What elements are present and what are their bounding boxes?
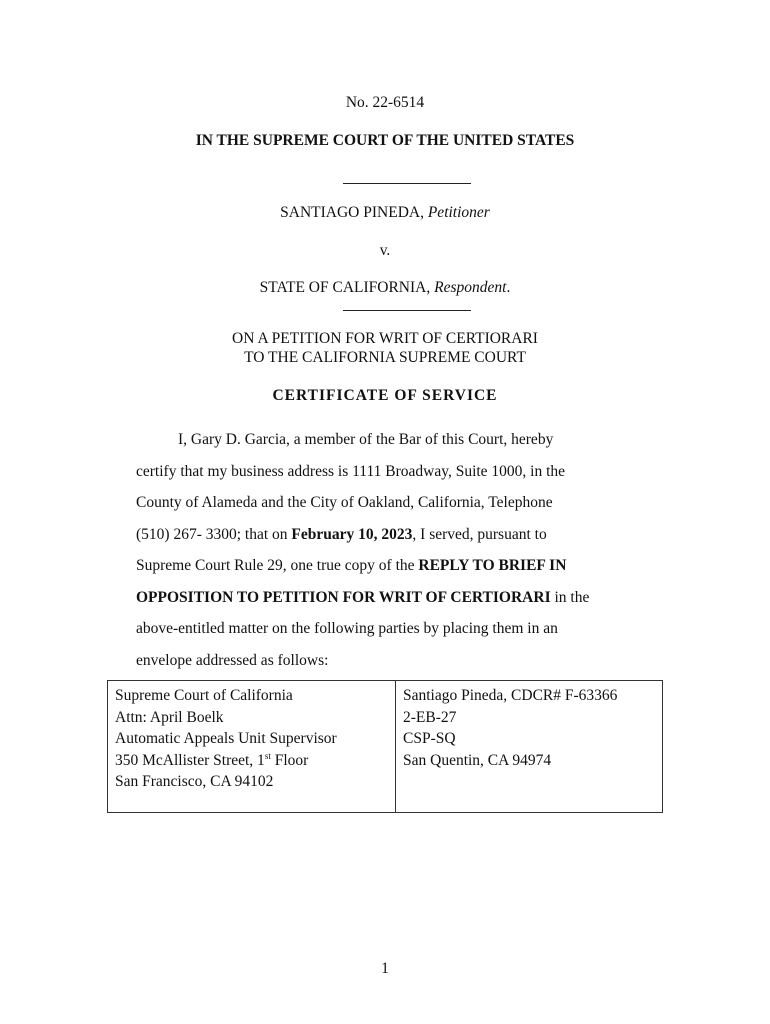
divider-top xyxy=(343,183,471,184)
body-line-3: County of Alameda and the City of Oakland, California, Telephone xyxy=(136,494,553,511)
body-line-4: (510) 267- 3300; that on February 10, 2023, I served, pursuant to xyxy=(136,525,547,543)
body-line-1: I, Gary D. Garcia, a member of the Bar of this Court, hereby xyxy=(178,431,554,448)
divider-bottom xyxy=(343,310,471,311)
respondent-role: Respondent xyxy=(434,279,507,296)
address-table xyxy=(107,680,663,813)
certificate-body xyxy=(136,424,636,676)
address-petitioner: Santiago Pineda, CDCR# F-63366 2-EB-27 CSP-SQ San Quentin, CA 94974 xyxy=(396,681,663,813)
petitioner-name: SANTIAGO PINEDA, xyxy=(280,204,428,221)
petition-line-1: ON A PETITION FOR WRIT OF CERTIORARI xyxy=(232,330,538,347)
court-title: IN THE SUPREME COURT OF THE UNITED STATES xyxy=(195,132,575,149)
versus: v. xyxy=(379,242,391,259)
body-line-7: above-entitled matter on the following parties by placing them in an xyxy=(136,620,558,637)
body-line-5: Supreme Court Rule 29, one true copy of the REPLY TO BRIEF IN xyxy=(136,557,567,574)
address-court: Supreme Court of California Attn: April Boelk Automatic Appeals Unit Supervisor 350 McAllister Street, 1st Floor San Francisco, CA 94102 xyxy=(108,681,396,813)
service-date: February 10, 2023 xyxy=(291,525,413,543)
body-line-2: certify that my business address is 1111 Broadway, Suite 1000, in the xyxy=(136,462,566,480)
respondent-period: . xyxy=(506,279,511,296)
document-title-part-2: OPPOSITION TO PETITION FOR WRIT OF CERTIORARI xyxy=(136,588,551,606)
respondent-line xyxy=(0,279,770,297)
respondent-name: STATE OF CALIFORNIA, xyxy=(259,279,435,296)
body-line-8: envelope addressed as follows: xyxy=(136,651,329,669)
page-number: 1 xyxy=(381,960,389,977)
document-title-part-1: REPLY TO BRIEF IN xyxy=(418,557,567,574)
body-line-6: OPPOSITION TO PETITION FOR WRIT OF CERTIORARI in the xyxy=(136,588,590,606)
certificate-heading: CERTIFICATE OF SERVICE xyxy=(272,387,498,404)
petitioner-role: Petitioner xyxy=(427,204,490,221)
petitioner-line xyxy=(0,204,770,222)
case-number: No. 22-6514 xyxy=(345,94,425,111)
petition-line-2: TO THE CALIFORNIA SUPREME COURT xyxy=(244,349,526,366)
